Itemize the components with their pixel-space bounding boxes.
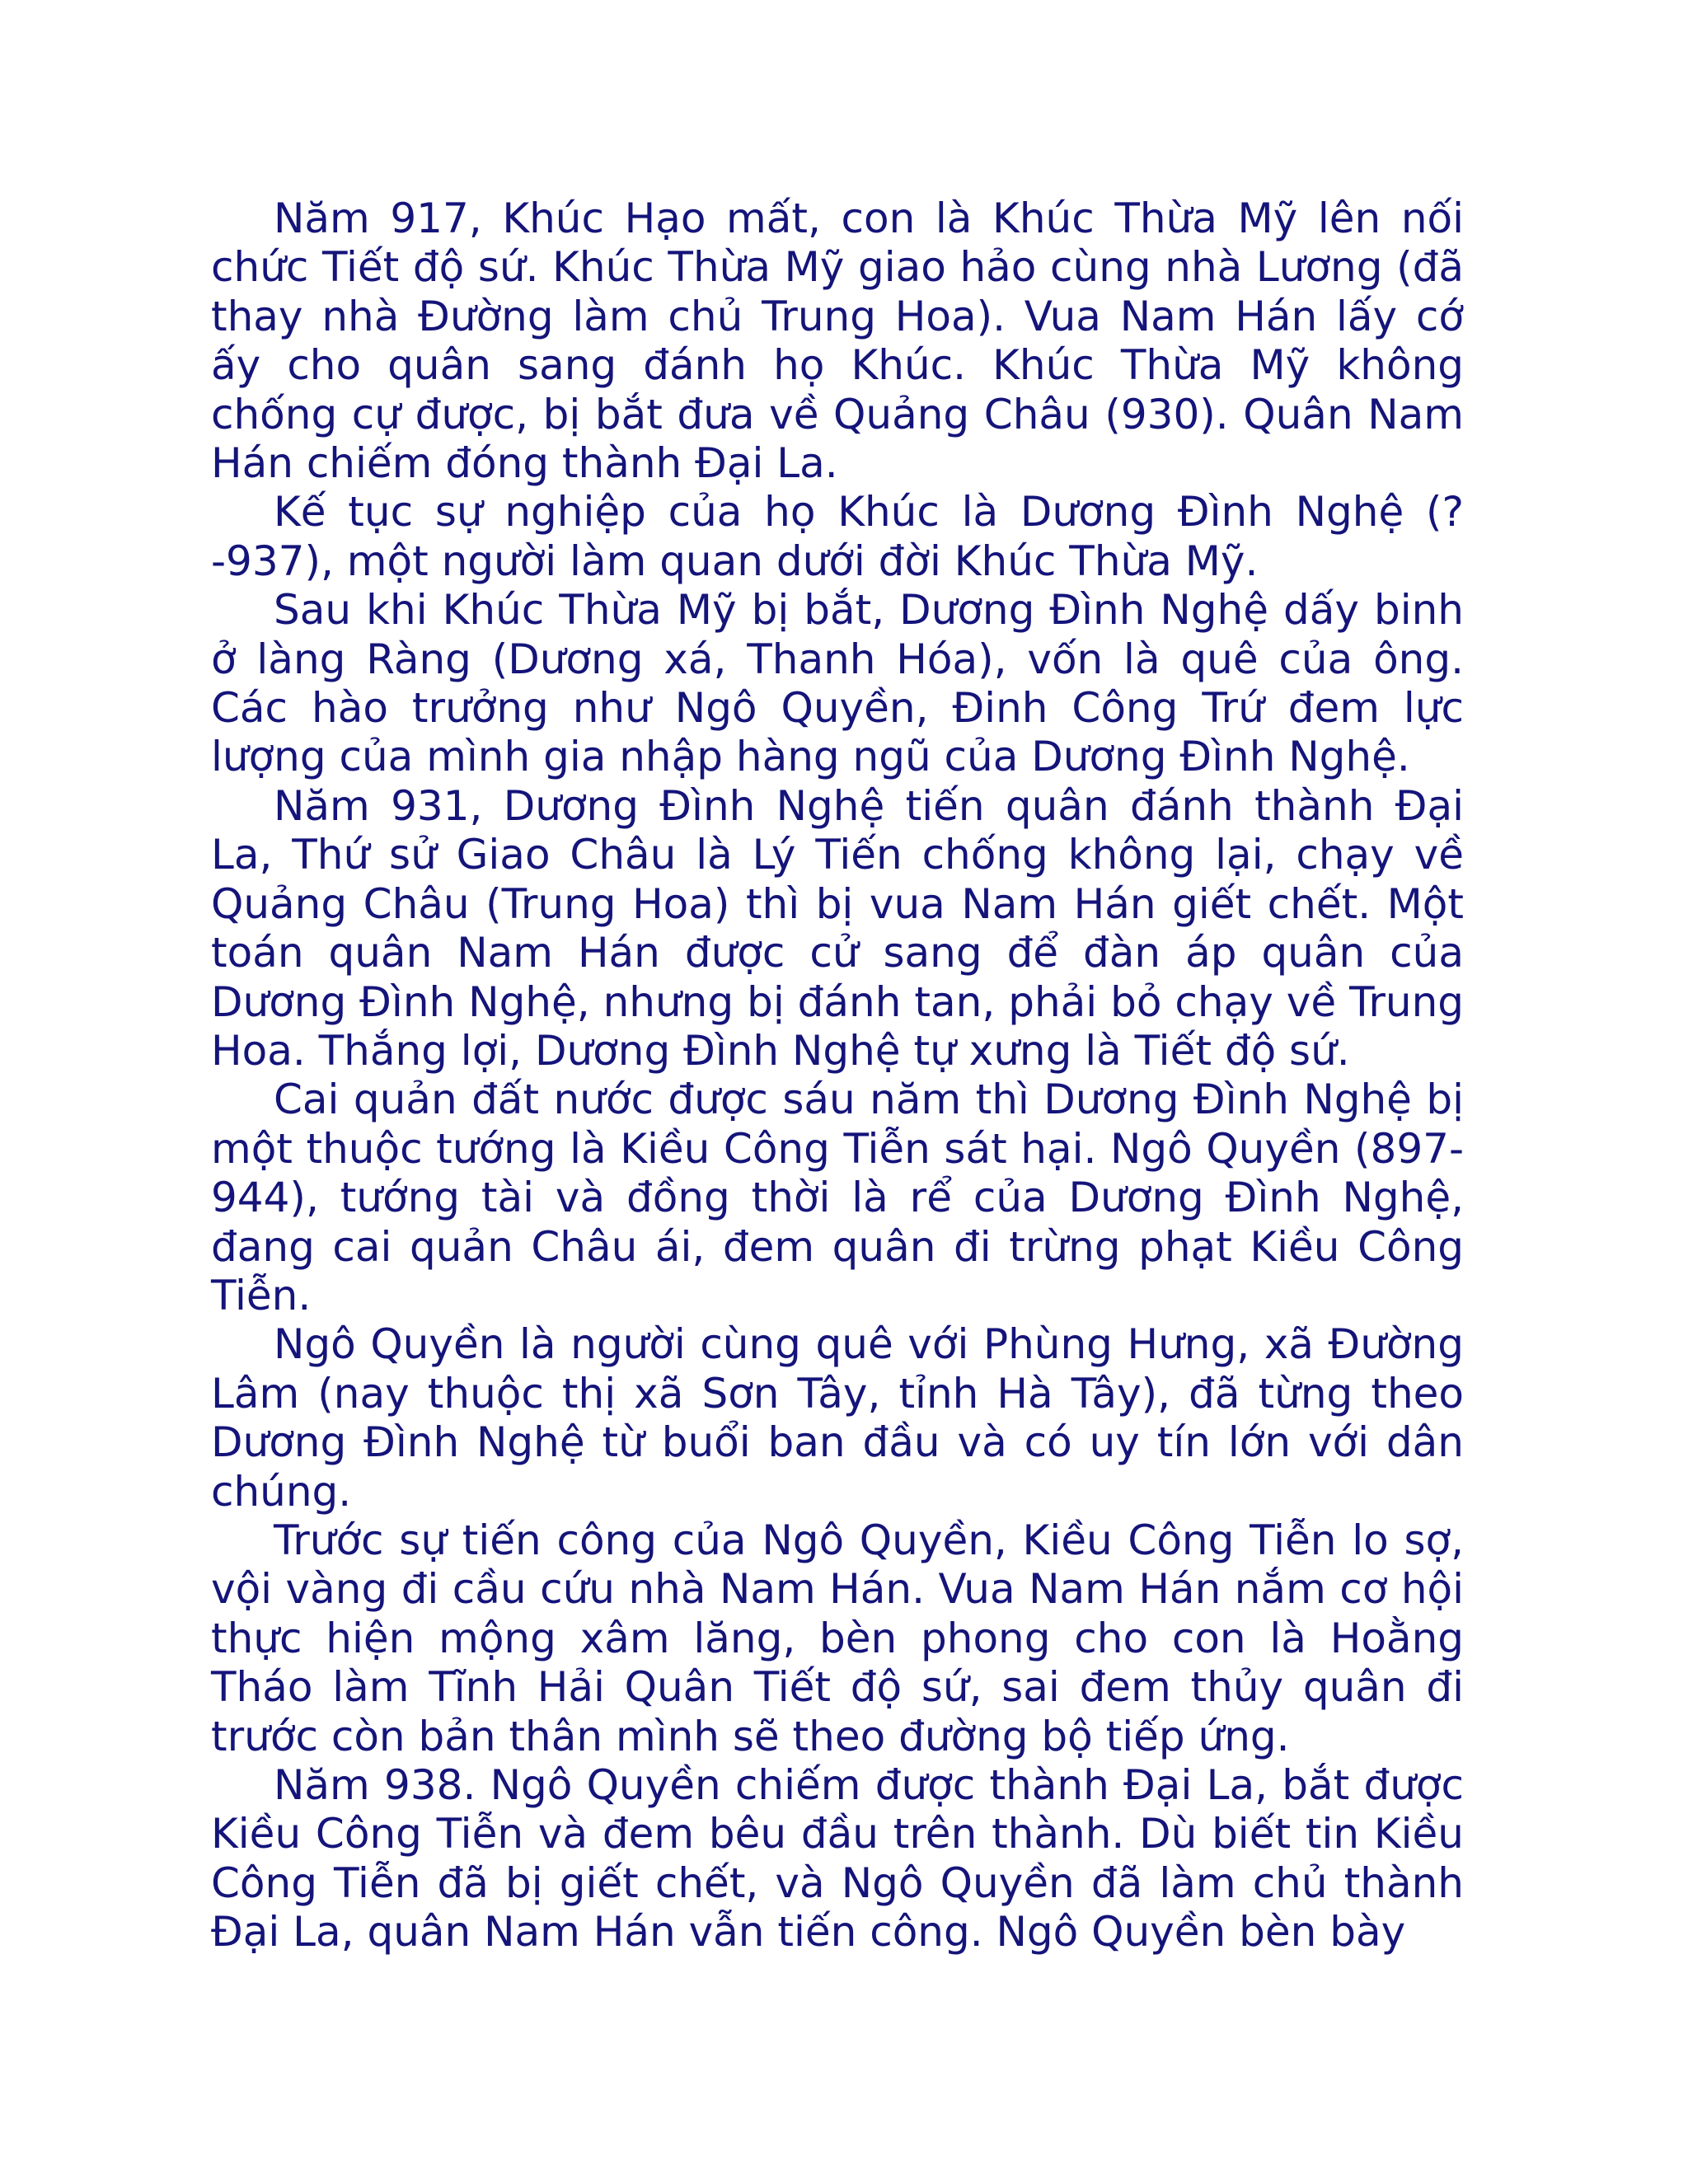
paragraph-5: Cai quản đất nước được sáu năm thì Dương Đình Nghệ bị một thuộc tướng là Kiều Công Tiễn sát hại. Ngô Quyền (897-944), tướng tài và đồng thời là rể của Dương Đình Nghệ, đang cai quản Châu ái, đem quân đi trừng phạt Kiều Công Tiễn. xyxy=(211,1076,1464,1319)
paragraph-1: Năm 917, Khúc Hạo mất, con là Khúc Thừa Mỹ lên nối chức Tiết độ sứ. Khúc Thừa Mỹ giao hảo cùng nhà Lương (đã thay nhà Đường làm chủ Trung Hoa). Vua Nam Hán lấy cớ ấy cho quân sang đánh họ Khúc. Khúc Thừa Mỹ không chống cự được, bị bắt đưa về Quảng Châu (930). Quân Nam Hán chiếm đóng thành Đại La. xyxy=(211,194,1464,488)
paragraph-3: Sau khi Khúc Thừa Mỹ bị bắt, Dương Đình Nghệ dấy binh ở làng Ràng (Dương xá, Thanh Hóa), vốn là quê của ông. Các hào trưởng như Ngô Quyền, Đinh Công Trứ đem lực lượng của mình gia nhập hàng ngũ của Dương Đình Nghệ. xyxy=(211,586,1464,781)
document-page xyxy=(211,194,1464,1957)
paragraph-2: Kế tục sự nghiệp của họ Khúc là Dương Đình Nghệ (? -937), một người làm quan dưới đời Khúc Thừa Mỹ. xyxy=(211,488,1464,585)
paragraph-6: Ngô Quyền là người cùng quê với Phùng Hưng, xã Đường Lâm (nay thuộc thị xã Sơn Tây, tỉnh Hà Tây), đã từng theo Dương Đình Nghệ từ buổi ban đầu và có uy tín lớn với dân chúng. xyxy=(211,1320,1464,1516)
paragraph-4: Năm 931, Dương Đình Nghệ tiến quân đánh thành Đại La, Thứ sử Giao Châu là Lý Tiến chống không lại, chạy về Quảng Châu (Trung Hoa) thì bị vua Nam Hán giết chết. Một toán quân Nam Hán được cử sang để đàn áp quân của Dương Đình Nghệ, nhưng bị đánh tan, phải bỏ chạy về Trung Hoa. Thắng lợi, Dương Đình Nghệ tự xưng là Tiết độ sứ. xyxy=(211,781,1464,1075)
paragraph-8: Năm 938. Ngô Quyền chiếm được thành Đại La, bắt được Kiều Công Tiễn và đem bêu đầu trên thành. Dù biết tin Kiều Công Tiễn đã bị giết chết, và Ngô Quyền đã làm chủ thành Đại La, quân Nam Hán vẫn tiến công. Ngô Quyền bèn bày xyxy=(211,1761,1464,1957)
paragraph-7: Trước sự tiến công của Ngô Quyền, Kiều Công Tiễn lo sợ, vội vàng đi cầu cứu nhà Nam Hán. Vua Nam Hán nắm cơ hội thực hiện mộng xâm lăng, bèn phong cho con là Hoằng Tháo làm Tĩnh Hải Quân Tiết độ sứ, sai đem thủy quân đi trước còn bản thân mình sẽ theo đường bộ tiếp ứng. xyxy=(211,1516,1464,1760)
